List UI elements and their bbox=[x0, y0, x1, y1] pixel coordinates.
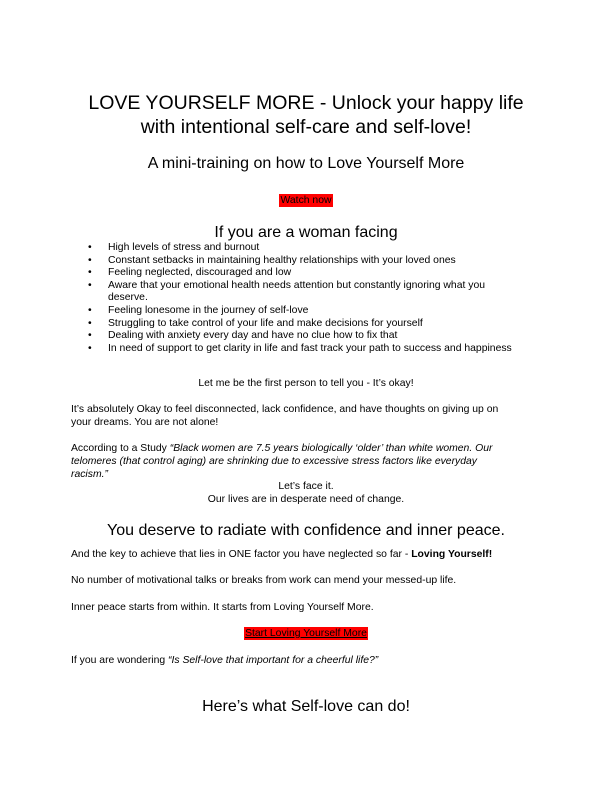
watch-now-row bbox=[0, 194, 612, 207]
list-item: • In need of support to get clarity in life and fast track your path to success and happiness bbox=[88, 343, 538, 356]
need-change: Our lives are in desperate need of change. bbox=[207, 494, 405, 505]
key-text: And the key to achieve that lies in ONE factor you have neglected so far - bbox=[71, 549, 412, 560]
watch-now-button[interactable]: Watch now bbox=[280, 195, 332, 206]
list-item: • Feeling lonesome in the journey of self-love bbox=[88, 305, 538, 318]
list-item: • Struggling to take control of your life and make decisions for yourself bbox=[88, 318, 538, 331]
face-it: Let’s face it. bbox=[278, 481, 334, 492]
key-bold: Loving Yourself! bbox=[411, 549, 493, 560]
study-quote-3: racism.” bbox=[71, 469, 108, 480]
study-line-1 bbox=[71, 442, 492, 455]
wondering-line bbox=[71, 654, 378, 667]
list-item: • Feeling neglected, discouraged and low bbox=[88, 267, 538, 280]
wondering-quote: “Is Self-love that important for a cheerful life?” bbox=[168, 655, 379, 666]
start-row bbox=[0, 627, 612, 640]
key-line bbox=[71, 548, 492, 561]
start-loving-button[interactable]: Start Loving Yourself More bbox=[245, 628, 367, 639]
list-item: • Constant setbacks in maintaining healthy relationships with your loved ones bbox=[88, 255, 538, 268]
list-item: • Aware that your emotional health needs attention but constantly ignoring what you deserve. bbox=[88, 280, 518, 305]
selflove-heading: Here’s what Self-love can do! bbox=[202, 698, 410, 715]
list-item: • Dealing with anxiety every day and have no clue how to fix that bbox=[88, 330, 538, 343]
deserve-heading: You deserve to radiate with confidence and inner peace. bbox=[107, 522, 505, 539]
page-title-line-1: LOVE YOURSELF MORE - Unlock your happy life bbox=[88, 92, 524, 114]
okay-paragraph-line-1: It’s absolutely Okay to feel disconnected, lack confidence, and have thoughts on giving up on bbox=[71, 404, 499, 415]
list-item: • High levels of stress and burnout bbox=[88, 242, 538, 255]
facing-list bbox=[88, 242, 538, 355]
okay-paragraph-line-2: your dreams. You are not alone! bbox=[71, 417, 219, 428]
inner-peace-line: Inner peace starts from within. It starts from Loving Yourself More. bbox=[71, 602, 374, 613]
subtitle: A mini-training on how to Love Yourself More bbox=[147, 155, 465, 172]
page-title-line-2: with intentional self-care and self-love! bbox=[140, 116, 472, 138]
study-quote-2: telomeres (that control aging) are shrinking due to excessive stress factors like everyday bbox=[71, 456, 477, 467]
no-number-line: No number of motivational talks or breaks from work can mend your messed-up life. bbox=[71, 575, 457, 586]
facing-heading: If you are a woman facing bbox=[214, 224, 398, 241]
wondering-prefix: If you are wondering bbox=[71, 655, 169, 666]
study-quote-1: “Black women are 7.5 years biologically ‘older’ than white women. Our bbox=[169, 443, 493, 454]
okay-line: Let me be the first person to tell you - It’s okay! bbox=[198, 378, 414, 389]
study-prefix: According to a Study bbox=[71, 443, 170, 454]
study-line-2 bbox=[71, 455, 477, 468]
